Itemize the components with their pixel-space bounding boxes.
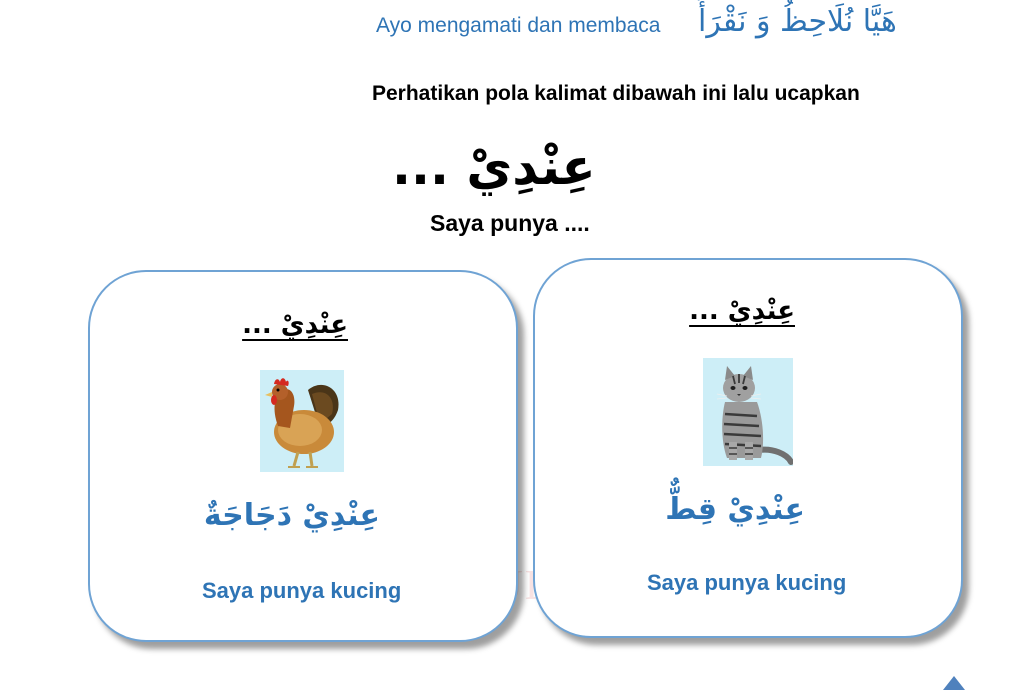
card-cat	[533, 258, 963, 638]
header-latin-title: Ayo mengamati dan membaca	[376, 14, 661, 37]
card-arabic-sentence: عِنْدِيْ قِطٌّ	[665, 492, 805, 527]
card-heading: عِنْدِيْ ...	[689, 296, 795, 326]
rooster-icon	[260, 370, 344, 472]
card-rooster	[88, 270, 518, 642]
scroll-up-arrow-icon[interactable]	[943, 676, 965, 690]
card-caption: Saya punya kucing	[647, 570, 847, 595]
card-caption: Saya punya kucing	[202, 578, 402, 603]
instruction-text: Perhatikan pola kalimat dibawah ini lalu ucapkan	[372, 82, 860, 105]
pattern-arabic: عِنْدِيْ ...	[392, 138, 596, 196]
header-arabic-title: هَيَّا نُلَاحِظُ وَ نَقْرَأُ	[698, 4, 897, 39]
card-arabic-sentence: عِنْدِيْ دَجَاجَةٌ	[203, 498, 380, 533]
pattern-latin: Saya punya ....	[430, 210, 590, 236]
cat-icon	[703, 358, 793, 466]
card-heading: عِنْدِيْ ...	[242, 310, 348, 340]
